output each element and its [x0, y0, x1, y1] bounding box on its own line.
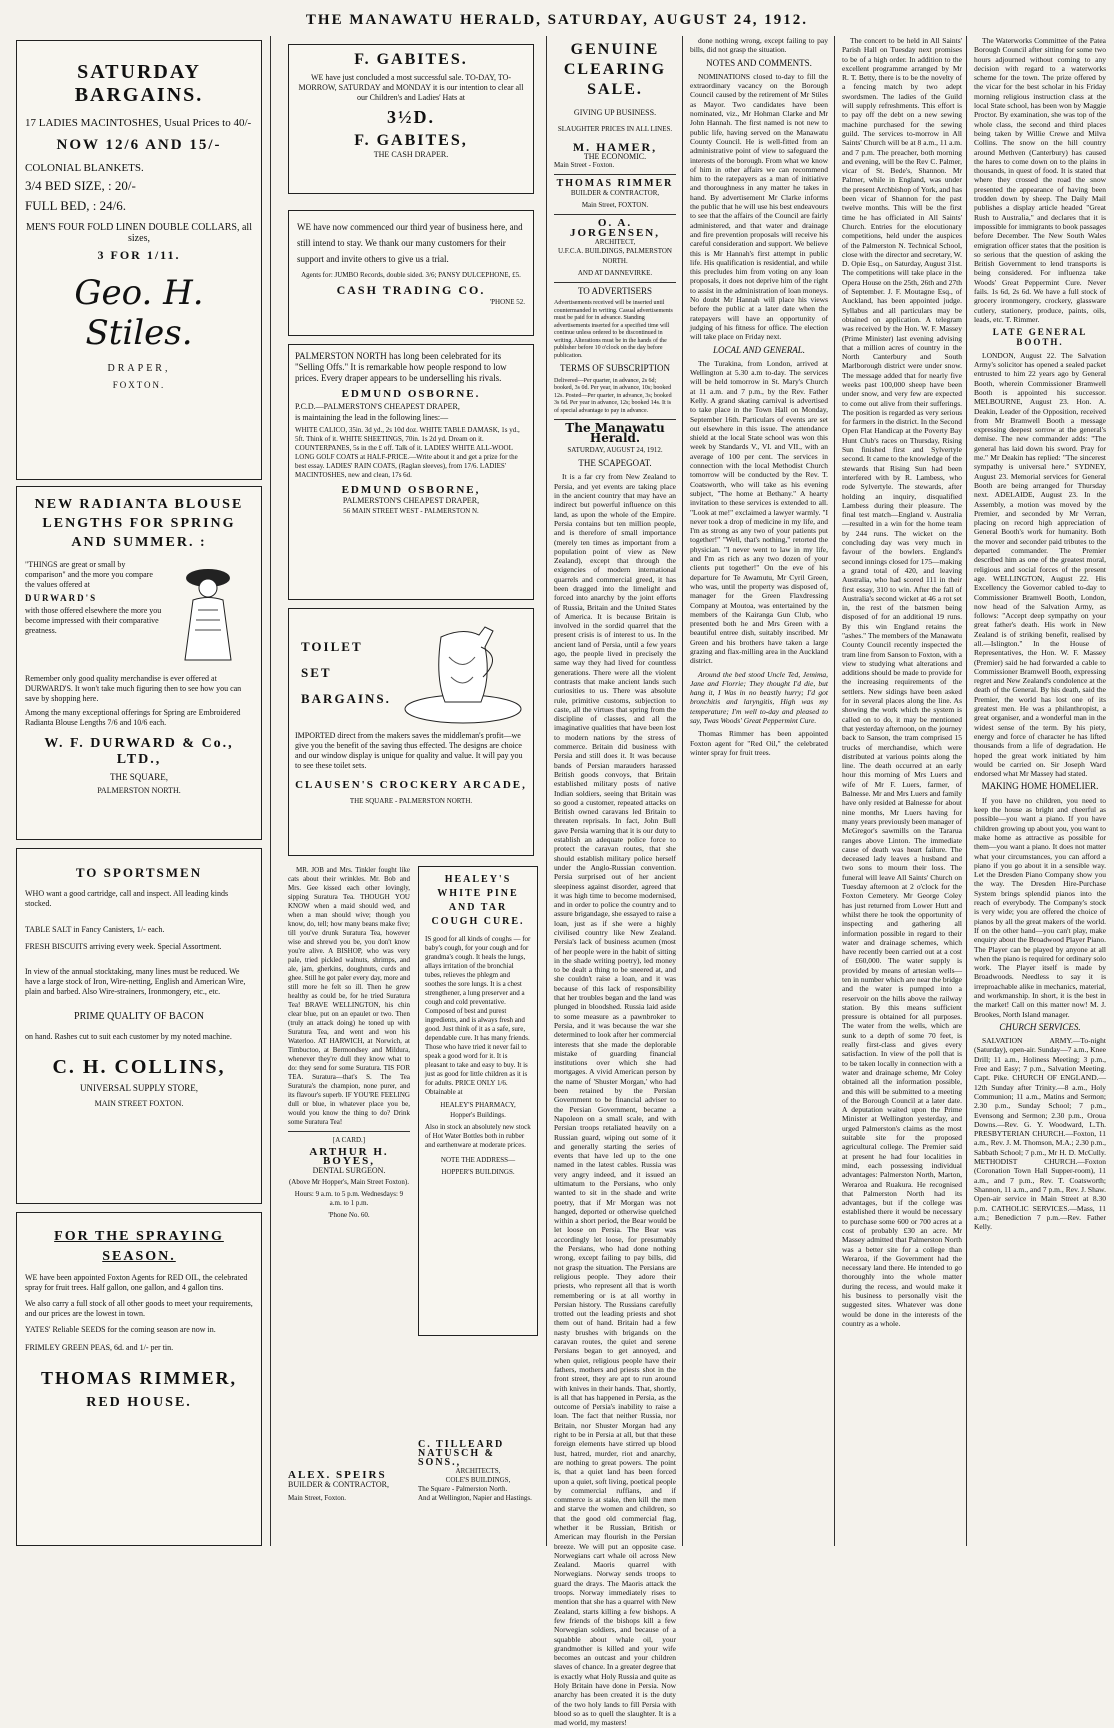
ad-subtitle: BARGAINS. [74, 84, 204, 106]
article-body: NOMINATIONS closed to-day to fill the extraordinary vacancy on the Borough Council caused by the retirement of Mr Stiles as Mayor. Two candidates have been nominated, viz., Mr Hohman Clarke and Mr John Hannah. The first named is not new to public life, having served on the Manawatu County Council. He is well-fitted from an administrative point of view to safeguard the interests of the borough. From what we know of him in other affairs we can recommend him to the ratepayers as a man of initiative and thoroughness in any matter he takes in hand. By advertisement Mr Clarke informs the public that he will use his best endeavours to see that the affairs of the Council are fairly administered, and that water and drainage and fire prevention proposals will receive his careful consideration and support. We believe this is Mr Hannah's first attempt in public life. His qualification is residential, and while this precludes him from voting on any loan proposals, it does not deprive him of the right to assist in the administration of loan moneys. No doubt Mr Hannah will place his views before the public at a later date when the ratepayers will have an opportunity of judging of his fitness for office. The election will take place on Friday next. [690, 71, 828, 342]
ad-title: EDMUND OSBORNE. [341, 388, 481, 400]
ad-text: Agents for: JUMBO Records, double sided. 3/6; PANSY DULCEPHONE, £5. [301, 271, 521, 279]
ad-title: ARTHUR H. BOYES, [309, 1146, 389, 1167]
ad-text: AND AT DANNEVIRKE. [577, 268, 653, 277]
section-heading: TO ADVERTISERS [577, 286, 653, 297]
ad-text: Main Street - Foxton. [554, 161, 615, 170]
article-body: done nothing wrong, except failing to pay bills, did not grasp the situation. [690, 36, 828, 55]
ad-text: on hand. Rashes cut to suit each customer by my noted machine. [25, 1032, 232, 1041]
ad-title: M. HAMER, [572, 139, 658, 154]
column-3 [554, 36, 677, 1728]
ad-price: NOW 12/6 AND 15/- [56, 137, 222, 153]
ad-text: 'Phone No. 60. [328, 1211, 370, 1219]
ad-title: CASH TRADING CO. [336, 283, 486, 297]
ad-text: FOXTON. [112, 380, 166, 390]
ad-title: C. H. COLLINS, [52, 1056, 226, 1078]
ad-text: NOTE THE ADDRESS— [440, 1156, 516, 1164]
divider [554, 174, 676, 175]
ad-text: ARCHITECT, [594, 237, 636, 246]
divider [554, 214, 676, 215]
herald-date: SATURDAY, AUGUST 24, 1912. [567, 445, 663, 454]
ad-text: COLONIAL BLANKETS. [25, 162, 144, 174]
ad-text: WE have now commenced our third year of business here, and still intend to stay. We thank our many customers for their support and invite others to give us a trial. [297, 222, 523, 264]
ad-text: HEALEY'S PHARMACY, [440, 1101, 516, 1109]
ad-title: C. TILLEARD NATUSCH & SONS., [418, 1439, 505, 1468]
column-3b [690, 36, 828, 1550]
column-5 [974, 36, 1106, 1550]
article-body: If you have no children, you need to keep the house as bright and cheerful as possible—you want a piano. If you have children growing up about you, you want to make home as attractive as possible for them—you want a piano. It does not matter what your circumstances, you can afford a piano if you go about it in a sensible way. Let the Dresden Piano Company show you the way. The Dresden Hire-Purchase System brings splendid pianos into the reach of everybody. The Company's stock is very wide; you are offered the choice of pianos by all the great makers of the world. If on the other hand—you can't play, make enquiry about the Broadwood Player Piano. The Player can be played by anyone at all when the piano is required for ordinary solo work. The Player itself is made by Broadwoods. Needless to say it is irreproachable alike in mechanics, material, and workmanship. In short, it is the best in the market! Call on this matter now! M. J. Brookes, North Island manager. [974, 795, 1106, 1019]
article-title: THE SCAPEGOAT. [578, 458, 652, 469]
ad-text: Main Street, FOXTON. [581, 201, 649, 210]
ad-price: 3½D. [387, 107, 435, 127]
ad-title: RED HOUSE. [86, 1395, 192, 1410]
ad-text: P.C.D.—PALMERSTON'S CHEAPEST DRAPER, [295, 402, 460, 411]
article-body: It is a far cry from New Zealand to Persia, and yet events are taking place in the ancient country that may have an indirect but powerful influence on this land, as upon the whole of the Empire. Persia contains but ten million people, and is therefore of small importance (merely ten times as important from a population point of view as New Zealand), except that through the exigencies of modern international quarrels and commercial greed, it has been dragged into the limelight and forced into anarchy by the joint efforts of Russia, Britain and the United States of America. It is because Britain is involved in the sordid quarrel that the present crisis is of interest to us. In the ancient land of Persia, until a few years ago, the people lived in precisely the same way they had lived for countless generations. There were all the violent contrasts that make ancient lands such curiosities to us. There was absolute rule, primitive customs, subjection to caste, all the virtues that spring from the discipline of classes, and all the imaginative qualities that have been lost to modern nations by the stress of commerce. Britain did business with Persia and still does it. It was because bands of Persian marauders harassed British goods convoys, that Britain established military posts of native Indian soldiers, seeing that Britain was so good a customer, repeated attacks on British owned caravans led Britain to threaten reprisals. In fact, John Bull gave Persia warning that it is our duty to establish an adequate police force to protect the caravan routes, that she should establish military police herself under the Anglo-Russian convention. Persia surprised out of her ancient sleepiness against disorder, agreed that it was high time to become modernised, and in order to police the country and to assure brigandage, she essayed to raise a loan, just as if she were a highly civilised country like New Zealand. Persia's lack of business acumen (most of her people were in the habit of sitting in the shade writing poetry), led money to be dealt a thing to be sneered at, and she couldn't raise a loan, and it was because of this lack of responsibility that her troubles began and the land was plunged in bloodshed. Russia laid aside to some measure as a pawnbroker to Persia, and it was because the war she determined to look after her commercial interests that she made the deplorable mistake of guarding financial institutions over which she had mortgages. A vivid American person by the name of 'Shuster Morgan,' who had been retained by the Persian Government to be financial adviser to the Persian Government, became a Napoleon on a small scale, and with Persian troops retaliated heavily on a Russian guard, wiping out some of it and generally starting the series of events that have led up to the one named in the latest cables. Russia was very angry indeed, and it issued an ultimatum to the Persians, who only wanted to sit in the shade and write poetry, that if Mr Morgan was not hanged, deported or otherwise quelched within a short period, the Bear would be let loose on Persia. The Bear was accordingly let loose, for presumably the Persians, who had done nothing wrong, except failing to pay bills, did not grasp the situation. The Persians are religious people. They adore their priests, who represent all that is worth remembering or is at all worthy in Persian history. The Russians carefully trotted out the leading priests and shot them out of hand. Britain had a few nasty brushes with brigands on the caravan routes, the quiet and serene Persians began to get annoyed, and when quiet, religious people have their fathers, mothers and priests shot in the front street, they are apt to run around with knives in their hands. That, shortly, is all that has happened in Persia, as the outcome of Persia's inability to raise a loan. The fact that neither Russia, nor Britain, nor Shuster Morgan had any right to be in Persia at all, but that these foreign elements have stirred up blood lust, hatred, murder, riot and anarchy, are nothing to great powers. The point is, that a quiet land has been forced upon a quiet, soft living, poetical people by commercial ruffians, and if commerce is at stake, then kill the men and starve the women and children, so that the good old commercial flag, whether it be Russian, British or American may flourish in the Persian breeze. We will put an opposite case. Norwegians cart whale oil across New Zealand. Maoris quarrel with Norwegians. Norway sends troops to guard the drays. The Maoris attack the troops. Norway immediately rises to mention that she has a quarrel with New Zealand, starts killing a few bishops. A few friends of the bishops kill a few Norwegian soldiers, and because of a squabble about whale oil, your grandmother is killed and your wife becomes an outcast and your children slaves of chance. In a greater degree that is exactly what Holy Russia and quite as Holy Britain have done in Persia. Now anarchy has been created it is the duty of the two holy lands to fill Persia with blood so as to quell the slaughter. It is a mad world, my masters! [554, 472, 677, 1728]
section-heading: TERMS OF SUBSCRIPTION [559, 363, 671, 374]
ad-title: TO SPORTSMEN [75, 865, 203, 880]
column-rule [270, 36, 271, 1546]
section-heading: MAKING HOME HOMELIER. [981, 781, 1099, 792]
column-rule [546, 36, 547, 1546]
ad-text: TABLE SALT in Fancy Canisters, 1/- each. [25, 925, 165, 934]
body-text: Delivered—Per quarter, in advance, 2s 6d; booked, 3s 0d. Per year, in advance, 10s; booked 12s. Posted—Per quarter, in advance, 3s; booked 3s 6d. Per year in advance, 12s; booked 14s. It is of special advantage to pay in advance. [554, 377, 672, 414]
ad-text: UNIVERSAL SUPPLY STORE, [79, 1083, 199, 1093]
ad-text: with those offered elsewhere the more you become impressed with their comparative greatness. [25, 606, 162, 635]
section-heading: CHURCH SERVICES. [999, 1021, 1081, 1032]
ad-title: TOILET [301, 639, 363, 654]
ad-text: U.F.C.A. BUILDINGS, PALMERSTON NORTH. [558, 247, 672, 265]
ad-title: F. GABITES. [354, 51, 468, 68]
ad-title: GENUINE CLEARING SALE. [563, 41, 667, 98]
collins-advert [16, 848, 262, 1204]
ad-text: 17 LADIES MACINTOSHES, Usual Prices to 40/- [25, 117, 252, 129]
article-body: The concert to be held in All Saints' Parish Hall on Tuesday next promises to be of a high order. In addition to the excellent programme arranged by Mr R. T. Betty, there is to be the novelty of a fencing match by two adept swordsmen. The ladies of the Guild will supply refreshments. This effort is to pay off the debt on a new sewing machine purchased for the sewing guild. The services to-morrow in All Saints' Church will be at 8 a.m., 11 a.m. and 7 p.m. The preacher, both morning and evening, will be the Rev C. Palmer, vicar of St. Bede's, Shannon. Mr Palmer, while in England, was under the present Archbishop of York, and has been vicar of Shannon for the past twelve months. This will be the first time he has officiated in All Saints' Church. Entries for the elocutionary competitions, held under the auspices of the Palmerston N. Technical School, close with the director and secretary, W. D. Opie Esq., on Saturday, August 31st. The competitions will take place in the Opera House on the 25th, 26th and 27th of September. J. F. Moutagne Esq., of Auckland, has been appointed judge. Syllabus and all particulars may be obtained on application. A telegram was received by the Hon. W. F. Massey (Prime Minister) last evening advising that a million acres of country in the North Canterbury and South Marlborough district were under snow. The message added that for nearly five weeks past 100,000 sheep have been under snow, and very few are expected to come out alive from their sufferings. The position is regarded as very serious for farmers in the district. In the Second Open Flat Handicap at the Poverty Bay Hunt Club's races on Thursday, Rising Sun finished first and Sylvertyle second. It came to the knowledge of the stewards that Rising Sun had been interfered with by R. Lambess, who rode Sylvertyle. The stewards, after holding an inquiry, disqualified Lambess during their pleasure. The final test match—England v. Australia—resulted in a win for the home team by 244 runs. The wicket on the concluding day was very much in favour of the bowlers. England's second innings closed for 175—making a grand total of 420, and leaving Australia, who had scored 111 in their first essay, 310 to win. After the fall of Australia's second wicket at 46 a rot set in, the rest of the batsmen being disposed of for an additional 19 runs. By this win England retains the "ashes." The members of the Manawatu County Council recently inspected the tram line from Sanson to Foxton, with a view to studying what alterations and additions should be made to provide for the increasing requirements of the settlers. New sidings have been asked for in several places along the line. As showing the work which the system is called on to do, it may be mentioned that yesterday afternoon, on the journey back to Sanson, the tram comprised 15 trucks of merchandise, which were distributed at various points along the line. The death occurred at an early hour this morning of Mrs Luers and wife of Mr F. Luers, farmer, of Balnesse. Mr and Mrs Luers and family have only resided at Balnesse for about nine months, Mr Luers having for many years previously been manager of McGregor's sawmills on the Tararua ranges above Linton. The immediate cause of death was heart failure. The deceased lady leaves a husband and two sons to mourn their loss. The funeral will leave All Saints' Church on Tuesday afternoon at 2 o'clock for the Foxton Cemetery. Mr George Coley has just returned from Lower Hutt and whilst there he took the opportunity of inspecting and gathering all information possible in regard to their water and drainage schemes, which have recently been carried out at a cost of £60,000. The water supply is provided by means of artesian wells—ten in number which are near the bridge and the water is pumped into a reservoir on the hills above the railway station. By this means sufficient pressure is obtained for all purposes. The water from the wells, which are sunk to a depth of some 70 feet, is really first-class and gives every satisfaction. In view of the poll that is to be taken locally in connection with a water and drainage scheme, Mr Coley obtained all the information possible, and this will be submitted to a meeting of the Borough Council at a later date. A deputation waited upon the Prime Minister at Wellington yesterday, and urged Palmerston's claims as the most suitable site for the proposed agricultural college. The Premier said at present he had four localities in mind, each possessing individual advantages: Palmerston North, Marton, Weraroa and Ruakura. He recognised that Palmerston North had its advantages, but if the college was established there it would be necessary to purchase some 600 or 700 acres at a cost of probably £30 an acre. Mr Massey admitted that Palmerston North was a better site for a college than Weraroa, if the Government had the necessary land there. He intended to go thoroughly into the whole matter during the recess, and would make it his business to personally visit the suggested sites. Whatever was done would be done in the interests of the country as a whole. [842, 36, 962, 1328]
section-heading: NOTES AND COMMENTS. [706, 57, 812, 68]
ad-text: WHITE CALICO, 35in. 3d yd., 2s 10d doz. WHITE TABLE DAMASK, 1s yd., 5ft. Think of it. WHITE SHEETINGS, 70in. 1s 2d yd. Dream on it. COUNTERPANES, 5s in the £ off. Talk of it. LADIES' WHITE ALL-WOOL LONG GOLF COATS at HALF-PRICE.—Write about it and get a prize for the best essay. LADIES' RAIN COATS, (Raglan sleeves), from 17/6. LADIES' MACINTOSHES, new and clean, 17s 6d. [295, 426, 520, 479]
lady-illustration [163, 560, 253, 670]
ad-text: The Square - Palmerston North. [418, 1485, 508, 1493]
ad-text: DRAPER, [107, 363, 171, 374]
ad-text: IS good for all kinds of coughs — for baby's cough, for your cough and for grandma's cough. It heals the lungs, allays irritation of the bronchial tubes, relieves the phlegm and soothes the sore lungs. It is a chest strengthener, a lung preserver and a cough and cold preventative. Composed of best and purest ingredients, and is always fresh and good. Just think of it as a safe, sure, dependable cure. It has many friends. Those who have tried it never fail to speak a good word for it. It is pleasant to take and easy to buy. It is just as good for little children as it is for adults. PRICE ONLY 1/6. Obtainable at [425, 935, 531, 1096]
ad-title: EDMUND OSBORNE, [341, 484, 481, 496]
divider [554, 419, 676, 420]
tilleard-advert [418, 1440, 538, 1550]
stiles-signature: Geo. H. Stiles. [74, 273, 204, 353]
article-body: LONDON, August 22. The Salvation Army's solicitor has opened a sealed packet entrusted to him 22 years ago by General Booth, wherein Commissioner Bramwell Booth is appointed his successor. MELBOURNE, August 23. Hon. A. Deakin, Leader of the Opposition, received from Mr Bramwell Booth a message expressing deepest sorrow at the general's demise. The new commander adds: "The general has laid down his sword. Pray for me." Mr Deakin has replied: "The sincerest sympathy is universal here." SYDNEY, August 23. Memorial services for General Booth are being arranged for Thursday next. ADELAIDE, August 23. In the Assembly, a motion was moved by the Premier, and seconded by Mr Verran, placing on record high appreciation of General Booth's work for humanity. Both the mover and seconder paid tributes to the departed commander. The Premier described him as one of the greatest moral, religious and social forces of the present age. WELLINGTON, August 22. His Excellency the Governor cabled to-day to Commissioner Bramwell Booth, London, now head of the Salvation Army, as follows: "Accept deep sympathy on your great father's death. His work in New Zealand is of striking benefit, realised by all.—Islington." In the House of Representatives, the Hon. W. F. Massey (Premier) said he had forwarded a cable to Commissioner Bramwell Booth, expressing regret and New Zealand's condolence at the death of the General. By his death, said the Premier, the world has lost one of its greatest men. He was a philanthropist, a great organiser, and a wonderful man in the widest sense of the term. By his piety, energy and force of character he has lifted thousands from a life of degradation. He hoped the great work initiated by him would be carried on. Sir Joseph Ward endorsed what Mr Massey had stated. [974, 350, 1106, 779]
clausen-advert [288, 608, 534, 856]
masthead: THE MANAWATU HERALD, SATURDAY, AUGUST 24, 1912. [305, 12, 809, 28]
ad-text: Remember only good quality merchandise is ever offered at DURWARD'S. It won't take much figuring then to see how you can save by shopping here. [25, 674, 242, 703]
ad-text: 'PHONE 52. [489, 298, 525, 306]
ad-title: NEW RADIANTA BLOUSE LENGTHS FOR SPRING AND SUMMER. : [34, 497, 244, 550]
body-text: Advertisements received will be inserted until countermanded in writing. Casual advertisements must be paid for in advance. Standing advertisements inserted for a specified time will continue unless ordered to be discontinued in writing. Alterations must be in the hands of the publisher before 10 o'clock on the day before publication. [554, 300, 673, 359]
ad-text: SLAUGHTER PRICES IN ALL LINES. [557, 125, 673, 134]
ad-text: [A CARD.] [332, 1136, 366, 1144]
ad-text: WHO want a good cartridge, call and inspect. All leading kinds stocked. [25, 889, 229, 908]
ad-text: IMPORTED direct from the makers saves the middleman's profit—we give you the benefit of the saving thus effected. The designs are choice and our window display is unique for quality and value. It will pay you to see these toilet sets. [295, 731, 523, 770]
ad-price: 3/4 BED SIZE, : 20/- [25, 178, 136, 193]
ad-text: (Above Mr Hopper's, Main Street Foxton). [288, 1178, 410, 1186]
ad-text: PRIME QUALITY OF BACON [74, 1011, 204, 1022]
ad-text: MR. JOB and Mrs. Tinkler fought like cats about their wrinkles. Mr. Bob and Mrs. Gee kissed each other lovingly, sipping Suratura Tea. THOUGH YOU KNOW when a maid should wed, and when a man should wive; though you know, do, tell; how many beans make five; till you've drunk Suratura Tea, however wise and shrewd you be, you don't know you're alive. A BISHOP, who was very pale, tried pickled walnuts, shrimps, and ale, jam, gherkins, doughnuts, curds and ghee. Still he got paler every day, more and still more he felt so ill. Then he grew healthy as could be, for he tried Suratura Tea! BRAVE WELLINGTON, his chin clear blue, put on an epaulet or two. Then (truly an attack doing) he toned up with Suratura Tea, and went and won his Waterloo. AT HARWICH, at Norwich, at Timbuctoo, at Bermondsey and Mildura, whenever they're dull they know what to do: they send for some Suratura. TIS FOR TEA. Suratura—that's S. The Tea Suratura's the champion, none purer, and its flavour's superb. IF YOU'RE FEELING dull or blue, in whatever place you be, would you know the thing to do? Drink some Suratura Tea! [288, 866, 410, 1126]
ad-text: GIVING UP BUSINESS. [573, 108, 657, 117]
ad-text: DENTAL SURGEON. [312, 1166, 386, 1175]
ad-title: F. GABITES, [354, 132, 468, 149]
ad-text: In view of the annual stocktaking, many lines must be reduced. We have a large stock of Iron, Wire-netting, English and American Wire, plain and barbed. Also Wire-strainers, Ironmongery, etc., etc. [25, 967, 246, 996]
ad-text: HOPPER'S BUILDINGS. [441, 1168, 515, 1176]
ad-text: PALMERSTON'S CHEAPEST DRAPER, [342, 496, 480, 505]
divider [288, 1131, 410, 1132]
ad-title: SET [301, 665, 332, 680]
ad-text: MAIN STREET FOXTON. [94, 1099, 184, 1108]
ad-text: FRESH BISCUITS arriving every week. Special Assortment. [25, 942, 222, 951]
ad-text: WE have just concluded a most successful sale. TO-DAY, TO-MORROW, SATURDAY and MONDAY it is our intention to clear all our Children's and Ladies' Hats at [298, 73, 524, 102]
healey-advert [418, 866, 538, 1336]
ad-text: 56 MAIN STREET WEST - PALMERSTON N. [343, 507, 479, 515]
ad-text: FRIMLEY GREEN PEAS, 6d. and 1/- per tin. [25, 1343, 174, 1352]
ad-text: Also in stock an absolutely new stock of Hot Water Bottles both in rubber and earthenware at moderate prices. [425, 1123, 531, 1149]
ad-title: ALEX. SPEIRS [288, 1469, 387, 1481]
ad-text: We also carry a full stock of all other goods to meet your requirements, and our prices are the lowest in town. [25, 1299, 253, 1318]
article-body: SALVATION ARMY.—To-night (Saturday), open-air. Sunday—7 a.m., Knee Drill; 11 a.m., Holiness Meeting; 3 p.m., Free and Easy; 7 p.m., Salvation Meeting. Capt. Pike. CHURCH OF ENGLAND.—12th Sunday after Trinity.—8 a.m., Holy Communion; 11 a.m., Matins and Sermon; 2.30 p.m., Sunday School; 7 p.m., Evensong and Sermon; 2.30 p.m., Oroua Downs.—Rev. G. Y. Woodward, L.Th. PRESBYTERIAN CHURCH.—Foxton, 11 a.m., Rev. J. M. Thomson, M.A.; 2.30 p.m., Sabbath School; 7 p.m., Mr H. D. McCully. METHODIST CHURCH.—Foxton (Coronation Town Hall Supper-room), 11 a.m., and 7 p.m., Rev. T. Coatsworth; Shannon, 11 a.m., and 7 p.m., Rev. J. Shaw. Open-air service in Main Street at 8.30 p.m. CATHOLIC SERVICES.—Mass, 11 a.m.; Benediction 7 p.m.—Rev. Father Kelly. [974, 1036, 1106, 1232]
ad-text: "THINGS are great or small by comparison" and the more you compare the values offered at [25, 560, 153, 589]
stiles-advert [16, 40, 262, 480]
ad-text: Hours: 9 a.m. to 5 p.m. Wednesdays: 9 a.m. to 1 p.m. [294, 1190, 404, 1207]
jug-illustration [401, 617, 525, 725]
ad-title: FOR THE SPRAYING [54, 1229, 224, 1244]
ad-price: 3 FOR 1/11. [97, 248, 181, 262]
article-body: Thomas Rimmer has been appointed Foxton agent for "Red Oil," the celebrated winter spray for fruit trees. [690, 729, 828, 757]
speirs-advert [288, 1470, 410, 1550]
ad-text: Hopper's Buildings. [450, 1111, 506, 1119]
ad-text: THE ECONOMIC. [583, 151, 647, 161]
poem: Around the bed stood Uncle Ted, Jemima, Jane and Florrie; They thought I'd die, but hang it, I Was in no beastly hurry; I'd got bronchitis and laryngitis, High was my temperature; I'm well to-day and pleased to say, Twas Woods' Great Peppermint Cure. [690, 669, 828, 726]
ad-text: DURWARD'S [25, 593, 98, 603]
section-heading: LATE GENERAL BOOTH. [992, 327, 1088, 347]
ad-text: THE SQUARE - PALMERSTON NORTH. [349, 797, 473, 805]
rimmer-advert [16, 1212, 262, 1546]
ad-text: And at Wellington, Napier and Hastings. [418, 1494, 532, 1502]
ad-text: PALMERSTON NORTH. [97, 786, 181, 795]
column-4 [842, 36, 962, 1550]
section-heading: LOCAL AND GENERAL. [713, 344, 805, 355]
article-body: The Waterworks Committee of the Patea Borough Council after sitting for some two hours adjourned without coming to any decision with regard to a waterworks scheme for the town. The prize offered by the vicar for the best scholar in his Friday morning religious instruction class at the local State school, has been won by Maggie Proctor. By examination, she was top of the whole class, the second and third places being taken by Willie Crewe and Milva Collins. The snow on the hill country around Methven (Canterbury) has caused the hares to come down on to the plains in thousands, in quest of food. It is stated that where they crossed the road the snow presented the appearance of having been trodden down by sheep. The Daily Mail publishes a display article headed "Great Rush to Australia," and declares that it is impossible for immigrants to book passages before December. The New South Wales emigration officer states that the position is so serious that the question of asking the British Government to lend transports is being considered. For influenza take Woods' Great Peppermint Cure. Never fails. 1s 6d, 2s 6d. We have a full stock of grocery ironmongery, crockery, glassware cutlery, stationery, produce, paints, oils, leads, etc. T. Rimmer. [974, 36, 1106, 324]
ad-text: Among the many exceptional offerings for Spring are Embroidered Radianta Blouse Lengths 7/6 and 10/6 each. [25, 708, 241, 727]
cash-trading-advert [288, 210, 534, 336]
suratura-adverts [288, 866, 410, 1456]
ad-title: BARGAINS. [301, 691, 391, 706]
ad-title: O. A. JORGENSEN, [570, 217, 660, 239]
gabites-advert [288, 44, 534, 194]
ad-text: MEN'S FOUR FOLD LINEN DOUBLE COLLARS, all sizes, [26, 222, 252, 244]
ad-text: THE SQUARE, [110, 772, 168, 782]
ad-text: THE CASH DRAPER. [373, 150, 449, 159]
ad-text: YATES' Reliable SEEDS for the coming season are now in. [25, 1325, 216, 1334]
divider [554, 282, 676, 283]
ad-text: Main Street, Foxton. [288, 1494, 346, 1503]
ad-text: is maintaining the lead in the following lines:— [295, 413, 449, 422]
osborne-advert [288, 344, 534, 600]
ad-text: ARCHITECTS, [455, 1467, 501, 1475]
ad-title: THOMAS RIMMER [556, 178, 674, 190]
column-rule [966, 36, 967, 1546]
ad-title: CLAUSEN'S CROCKERY ARCADE, [295, 779, 527, 791]
ad-text: PALMERSTON NORTH has long been celebrated for its "Selling Offs." It is remarkable how people respond to low prices. Every draper appears to be underselling his rivals. [295, 351, 507, 383]
ad-text: WE have been appointed Foxton Agents for RED OIL, the celebrated spray for fruit trees. Half gallon, one gallon, and 4 gallon tins. [25, 1273, 248, 1292]
column-rule [682, 36, 683, 1546]
ad-title: HEALEY'S WHITE PINE AND TAR COUGH CURE. [431, 874, 525, 927]
ad-text: BUILDER & CONTRACTOR, [570, 188, 660, 197]
ad-title: W. F. DURWARD & Co., LTD., [44, 736, 234, 767]
article-body: The Turakina, from London, arrived at Wellington at 5.30 a.m to-day. The services will be held tomorrow in St. Mary's Church at 11 a.m. and 7 p.m., by the Rev. Father Kelly. A grand skating carnival is advertised to take place in the Town Hall on Monday, September 16th. Particulars of events are set out elsewhere in this issue. The attendance shield at the local State school was won this week by Standards V., VI. and VII., with an average of 100 per cent. The services in connection with the local Methodist Church tomorrow will be conducted by the Rev. T. Coatsworth, who will take as his evening subject, "The home at Bethany." A hearty invitation to these services is extended to all. "Look at me!" exclaimed a lawyer warmly. "I never took a drop of medicine in my life, and I'm as strong as any two of your patients put together!" "Well, that's nothing," retorted the physician. "I never went to law in my life, and I'm as rich as any two dozen of your clients put together!" On the eve of his departure for Te Awamutu, Mr Cyril Green, who was, until the property was disposed of, manager for the Green Flaxdressing Company at Moutoa, was entertained by the members of the Kairanga Gun Club, who presented both he and Mrs Green with a beautiful entree dish, suitably inscribed. Mr Green and his brothers have taken a large grazing and flax-milling area in the Auckland district. [690, 358, 828, 666]
ad-text: COLE'S BUILDINGS, [445, 1476, 511, 1484]
herald-title: The Manawatu Herald. [565, 421, 665, 445]
ad-title: SATURDAY [77, 61, 201, 83]
durward-advert [16, 486, 262, 840]
ad-text: BUILDER & CONTRACTOR, [288, 1480, 389, 1490]
column-rule [834, 36, 835, 1546]
ad-price: FULL BED, : 24/6. [25, 198, 126, 213]
ad-title: SEASON. [102, 1249, 176, 1264]
ad-title: THOMAS RIMMER, [41, 1368, 237, 1388]
